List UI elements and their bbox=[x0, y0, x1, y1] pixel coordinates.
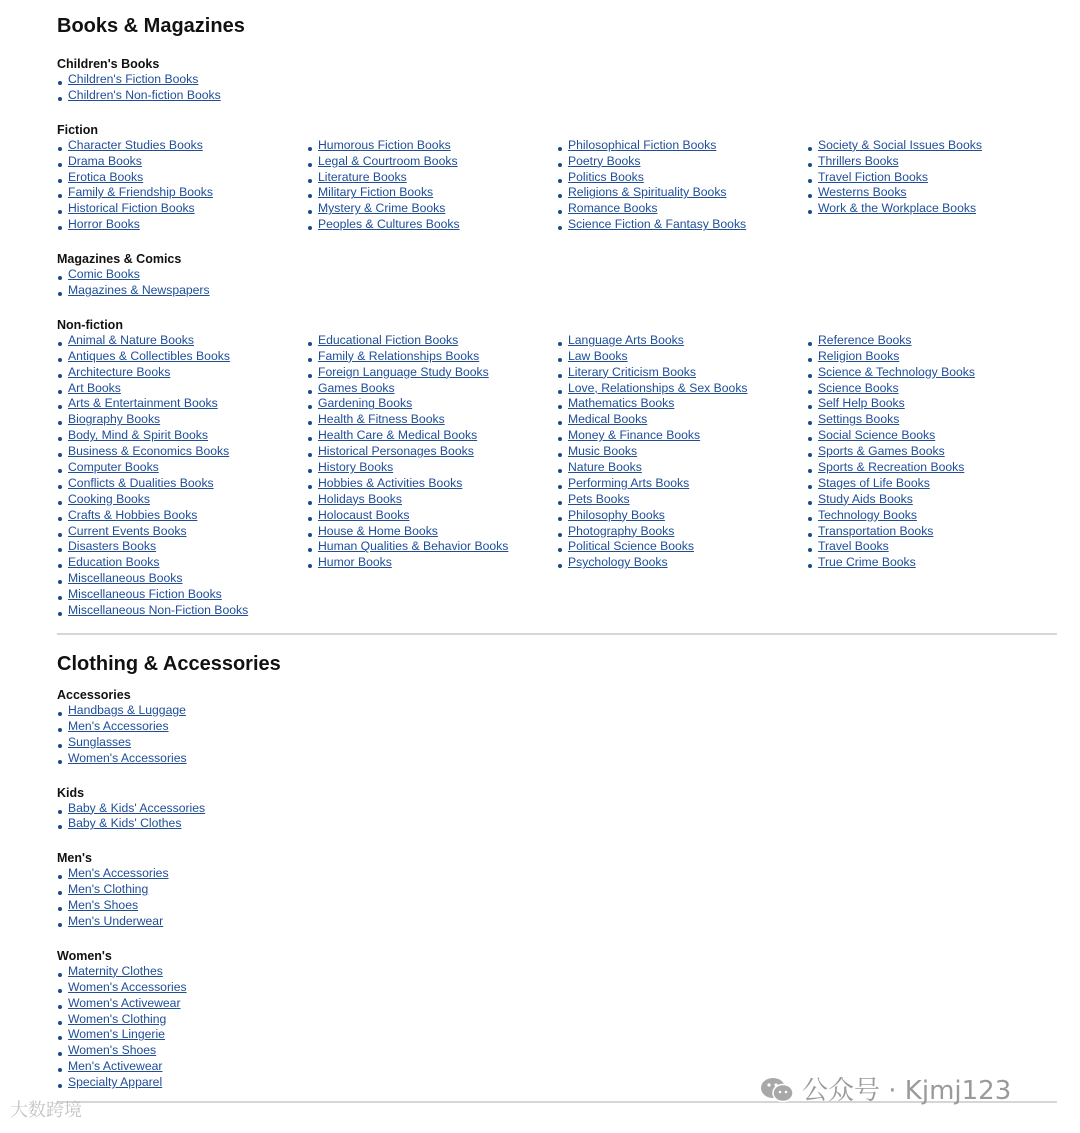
category-link-hobbies-activities-books[interactable]: Hobbies & Activities Books bbox=[318, 475, 463, 490]
list-item bbox=[57, 1012, 307, 1028]
link-column bbox=[57, 964, 307, 1059]
list-item bbox=[57, 866, 307, 882]
link-grid bbox=[57, 866, 1057, 930]
list-item bbox=[57, 571, 1057, 587]
category-directory bbox=[57, 0, 1057, 1103]
list-item bbox=[307, 333, 557, 349]
category-link-education-books[interactable]: Education Books bbox=[68, 555, 160, 570]
category-link-thrillers-books[interactable]: Thrillers Books bbox=[818, 153, 899, 168]
list-item bbox=[57, 138, 307, 154]
list-item bbox=[57, 816, 307, 832]
list-item bbox=[57, 217, 307, 233]
category-link-miscellaneous-books[interactable]: Miscellaneous Books bbox=[68, 571, 183, 586]
list-item bbox=[557, 217, 807, 233]
category-link-performing-arts-books[interactable]: Performing Arts Books bbox=[568, 475, 690, 490]
category-link-social-science-books[interactable]: Social Science Books bbox=[818, 428, 936, 443]
category-link-sports-games-books[interactable]: Sports & Games Books bbox=[818, 444, 945, 459]
list-item bbox=[307, 365, 557, 381]
category-link-true-crime-books[interactable]: True Crime Books bbox=[818, 555, 916, 570]
list-item bbox=[807, 428, 1057, 444]
list-item bbox=[57, 898, 307, 914]
category-accessories bbox=[57, 687, 1057, 767]
category-link-foreign-language-study-books[interactable]: Foreign Language Study Books bbox=[318, 364, 489, 379]
category-link-holocaust-books[interactable]: Holocaust Books bbox=[318, 507, 410, 522]
category-link-body-mind-spirit-books[interactable]: Body, Mind & Spirit Books bbox=[68, 428, 208, 443]
list-item bbox=[307, 349, 557, 365]
list-item bbox=[57, 882, 307, 898]
category-link-business-economics-books[interactable]: Business & Economics Books bbox=[68, 444, 230, 459]
category-link-men-s-underwear[interactable]: Men's Underwear bbox=[68, 913, 164, 928]
category-link-literature-books[interactable]: Literature Books bbox=[318, 169, 407, 184]
section-title-clothing: Clothing & Accessories bbox=[57, 652, 281, 675]
category-link-travel-fiction-books[interactable]: Travel Fiction Books bbox=[818, 169, 928, 184]
link-column bbox=[557, 138, 807, 233]
category-link-men-s-activewear[interactable]: Men's Activewear bbox=[68, 1059, 163, 1074]
category-link-psychology-books[interactable]: Psychology Books bbox=[568, 555, 668, 570]
category-link-house-home-books[interactable]: House & Home Books bbox=[318, 523, 438, 538]
list-item bbox=[57, 154, 307, 170]
category-link-specialty-apparel[interactable]: Specialty Apparel bbox=[68, 1075, 163, 1090]
category-link-historical-personages-books[interactable]: Historical Personages Books bbox=[318, 444, 474, 459]
category-title: Women's bbox=[57, 948, 112, 963]
list-item bbox=[57, 396, 307, 412]
category-link-women-s-shoes[interactable]: Women's Shoes bbox=[68, 1043, 157, 1058]
category-link-miscellaneous-fiction-books[interactable]: Miscellaneous Fiction Books bbox=[68, 587, 222, 602]
list-item bbox=[57, 801, 307, 817]
category-link-horror-books[interactable]: Horror Books bbox=[68, 217, 140, 232]
category-link-computer-books[interactable]: Computer Books bbox=[68, 460, 159, 475]
link-grid bbox=[57, 267, 1057, 299]
list-item bbox=[557, 381, 807, 397]
category-link-health-fitness-books[interactable]: Health & Fitness Books bbox=[318, 412, 445, 427]
category-link-music-books[interactable]: Music Books bbox=[568, 444, 638, 459]
category-link-women-s-accessories[interactable]: Women's Accessories bbox=[68, 979, 187, 994]
list-item bbox=[57, 267, 307, 283]
category-title: Kids bbox=[57, 785, 85, 800]
category-link-women-s-lingerie[interactable]: Women's Lingerie bbox=[68, 1027, 165, 1042]
category-link-religions-spirituality-books[interactable]: Religions & Spirituality Books bbox=[568, 185, 727, 200]
category-mens bbox=[57, 850, 1057, 930]
list-item bbox=[557, 185, 807, 201]
category-link-men-s-accessories[interactable]: Men's Accessories bbox=[68, 866, 169, 881]
list-item bbox=[57, 349, 307, 365]
list-item bbox=[307, 396, 557, 412]
category-link-humorous-fiction-books[interactable]: Humorous Fiction Books bbox=[318, 137, 451, 152]
category-link-current-events-books[interactable]: Current Events Books bbox=[68, 523, 187, 538]
category-link-study-aids-books[interactable]: Study Aids Books bbox=[818, 491, 913, 506]
watermark-text: 公众号 · Kjmj123 bbox=[802, 1076, 1012, 1106]
category-link-women-s-accessories[interactable]: Women's Accessories bbox=[68, 750, 187, 765]
category-link-men-s-shoes[interactable]: Men's Shoes bbox=[68, 898, 139, 913]
list-item bbox=[57, 201, 307, 217]
list-item bbox=[807, 381, 1057, 397]
list-item bbox=[57, 428, 307, 444]
list-item bbox=[307, 555, 557, 571]
list-item bbox=[557, 412, 807, 428]
category-link-human-qualities-behavior-books[interactable]: Human Qualities & Behavior Books bbox=[318, 539, 509, 554]
category-link-language-arts-books[interactable]: Language Arts Books bbox=[568, 332, 684, 347]
link-grid bbox=[57, 138, 1057, 233]
list-item bbox=[307, 138, 557, 154]
list-item bbox=[807, 476, 1057, 492]
list-item bbox=[307, 217, 557, 233]
list-item bbox=[57, 964, 307, 980]
category-magazines-comics bbox=[57, 251, 1057, 299]
category-link-family-friendship-books[interactable]: Family & Friendship Books bbox=[68, 185, 213, 200]
list-item bbox=[57, 185, 307, 201]
list-item bbox=[57, 88, 307, 104]
list-item bbox=[807, 539, 1057, 555]
link-column bbox=[57, 703, 307, 767]
category-link-health-care-medical-books[interactable]: Health Care & Medical Books bbox=[318, 428, 478, 443]
category-link-antiques-collectibles-books[interactable]: Antiques & Collectibles Books bbox=[68, 348, 230, 363]
category-link-holidays-books[interactable]: Holidays Books bbox=[318, 491, 402, 506]
list-item bbox=[307, 539, 557, 555]
list-item bbox=[57, 381, 307, 397]
list-item bbox=[57, 444, 307, 460]
list-item bbox=[557, 170, 807, 186]
list-item bbox=[57, 460, 307, 476]
category-link-westerns-books[interactable]: Westerns Books bbox=[818, 185, 907, 200]
category-link-cooking-books[interactable]: Cooking Books bbox=[68, 491, 150, 506]
list-item bbox=[557, 524, 807, 540]
list-item bbox=[307, 201, 557, 217]
list-item bbox=[307, 460, 557, 476]
list-item bbox=[57, 587, 1057, 603]
link-column bbox=[807, 138, 1057, 233]
category-title: Magazines & Comics bbox=[57, 252, 182, 267]
link-column bbox=[807, 333, 1057, 571]
category-link-religion-books[interactable]: Religion Books bbox=[818, 348, 900, 363]
category-link-men-s-accessories[interactable]: Men's Accessories bbox=[68, 718, 169, 733]
link-column bbox=[57, 801, 307, 833]
category-link-military-fiction-books[interactable]: Military Fiction Books bbox=[318, 185, 434, 200]
category-link-sunglasses[interactable]: Sunglasses bbox=[68, 734, 132, 749]
category-link-crafts-hobbies-books[interactable]: Crafts & Hobbies Books bbox=[68, 507, 198, 522]
category-link-peoples-cultures-books[interactable]: Peoples & Cultures Books bbox=[318, 217, 460, 232]
link-column bbox=[57, 866, 307, 930]
list-item bbox=[807, 555, 1057, 571]
link-column bbox=[57, 138, 307, 233]
category-link-men-s-clothing[interactable]: Men's Clothing bbox=[68, 882, 149, 897]
list-item bbox=[57, 1027, 307, 1043]
category-title: Non-fiction bbox=[57, 317, 123, 332]
category-link-animal-nature-books[interactable]: Animal & Nature Books bbox=[68, 332, 194, 347]
category-link-family-relationships-books[interactable]: Family & Relationships Books bbox=[318, 348, 480, 363]
category-kids bbox=[57, 785, 1057, 833]
category-link-science-technology-books[interactable]: Science & Technology Books bbox=[818, 364, 975, 379]
category-link-romance-books[interactable]: Romance Books bbox=[568, 201, 658, 216]
category-link-money-finance-books[interactable]: Money & Finance Books bbox=[568, 428, 701, 443]
list-item bbox=[557, 396, 807, 412]
list-item bbox=[807, 185, 1057, 201]
category-link-poetry-books[interactable]: Poetry Books bbox=[568, 153, 641, 168]
list-item bbox=[57, 170, 307, 186]
list-item bbox=[307, 170, 557, 186]
category-link-women-s-activewear[interactable]: Women's Activewear bbox=[68, 995, 181, 1010]
list-item bbox=[57, 603, 1057, 619]
category-link-games-books[interactable]: Games Books bbox=[318, 380, 395, 395]
category-link-gardening-books[interactable]: Gardening Books bbox=[318, 396, 413, 411]
category-link-architecture-books[interactable]: Architecture Books bbox=[68, 364, 171, 379]
list-item bbox=[57, 476, 307, 492]
list-item bbox=[307, 428, 557, 444]
list-item bbox=[307, 508, 557, 524]
category-link-science-fiction-fantasy-books[interactable]: Science Fiction & Fantasy Books bbox=[568, 217, 747, 232]
link-column bbox=[557, 333, 807, 571]
list-item bbox=[557, 555, 807, 571]
category-title: Men's bbox=[57, 851, 92, 866]
category-link-magazines-newspapers[interactable]: Magazines & Newspapers bbox=[68, 283, 210, 298]
list-item bbox=[57, 412, 307, 428]
list-item bbox=[307, 444, 557, 460]
category-link-medical-books[interactable]: Medical Books bbox=[568, 412, 648, 427]
list-item bbox=[57, 1043, 307, 1059]
list-item bbox=[57, 492, 307, 508]
category-link-philosophy-books[interactable]: Philosophy Books bbox=[568, 507, 665, 522]
list-item bbox=[807, 524, 1057, 540]
list-item bbox=[807, 349, 1057, 365]
category-link-humor-books[interactable]: Humor Books bbox=[318, 555, 392, 570]
category-link-travel-books[interactable]: Travel Books bbox=[818, 539, 889, 554]
category-link-stages-of-life-books[interactable]: Stages of Life Books bbox=[818, 475, 930, 490]
category-fiction bbox=[57, 122, 1057, 233]
category-non-fiction bbox=[57, 317, 1057, 619]
list-item bbox=[307, 412, 557, 428]
link-grid bbox=[57, 703, 1057, 767]
list-item bbox=[557, 349, 807, 365]
category-link-political-science-books[interactable]: Political Science Books bbox=[568, 539, 694, 554]
list-item bbox=[557, 476, 807, 492]
link-column bbox=[57, 267, 307, 299]
category-link-philosophical-fiction-books[interactable]: Philosophical Fiction Books bbox=[568, 137, 717, 152]
list-item bbox=[557, 365, 807, 381]
category-title: Accessories bbox=[57, 687, 131, 702]
category-link-drama-books[interactable]: Drama Books bbox=[68, 153, 142, 168]
list-item bbox=[307, 524, 557, 540]
category-title: Children's Books bbox=[57, 57, 160, 71]
category-link-mystery-crime-books[interactable]: Mystery & Crime Books bbox=[318, 201, 446, 216]
category-link-literary-criticism-books[interactable]: Literary Criticism Books bbox=[568, 364, 696, 379]
list-item bbox=[557, 539, 807, 555]
category-link-women-s-clothing[interactable]: Women's Clothing bbox=[68, 1011, 167, 1026]
list-item bbox=[557, 492, 807, 508]
list-item bbox=[807, 412, 1057, 428]
category-link-art-books[interactable]: Art Books bbox=[68, 380, 121, 395]
section-divider bbox=[57, 633, 1057, 635]
wechat-icon bbox=[760, 1076, 794, 1102]
watermark bbox=[760, 1070, 1011, 1107]
list-item bbox=[57, 365, 307, 381]
category-link-work-the-workplace-books[interactable]: Work & the Workplace Books bbox=[818, 201, 977, 216]
list-item bbox=[807, 154, 1057, 170]
category-link-conflicts-dualities-books[interactable]: Conflicts & Dualities Books bbox=[68, 475, 214, 490]
category-link-children-s-fiction-books[interactable]: Children's Fiction Books bbox=[68, 72, 199, 86]
category-link-science-books[interactable]: Science Books bbox=[818, 380, 899, 395]
category-link-legal-courtroom-books[interactable]: Legal & Courtroom Books bbox=[318, 153, 458, 168]
list-item bbox=[57, 703, 307, 719]
category-link-technology-books[interactable]: Technology Books bbox=[818, 507, 917, 522]
category-link-history-books[interactable]: History Books bbox=[318, 460, 394, 475]
category-link-society-social-issues-books[interactable]: Society & Social Issues Books bbox=[818, 137, 982, 152]
list-item bbox=[307, 476, 557, 492]
list-item bbox=[557, 138, 807, 154]
list-item bbox=[807, 460, 1057, 476]
list-item bbox=[57, 555, 307, 571]
list-item bbox=[557, 508, 807, 524]
link-column bbox=[307, 138, 557, 233]
list-item bbox=[807, 508, 1057, 524]
category-link-law-books[interactable]: Law Books bbox=[568, 348, 628, 363]
list-item bbox=[57, 735, 307, 751]
link-grid bbox=[57, 964, 1057, 1059]
list-item bbox=[557, 154, 807, 170]
list-item bbox=[57, 524, 307, 540]
list-item bbox=[307, 154, 557, 170]
list-item bbox=[557, 201, 807, 217]
list-item bbox=[807, 170, 1057, 186]
list-item bbox=[57, 333, 307, 349]
category-link-nature-books[interactable]: Nature Books bbox=[568, 460, 642, 475]
list-item bbox=[307, 492, 557, 508]
list-item bbox=[57, 539, 307, 555]
list-item bbox=[807, 444, 1057, 460]
list-item bbox=[807, 333, 1057, 349]
list-item bbox=[307, 185, 557, 201]
category-link-settings-books[interactable]: Settings Books bbox=[818, 412, 900, 427]
list-item bbox=[57, 283, 307, 299]
category-link-miscellaneous-non-fiction-books[interactable]: Miscellaneous Non-Fiction Books bbox=[68, 603, 249, 618]
category-link-pets-books[interactable]: Pets Books bbox=[568, 491, 630, 506]
category-link-children-s-non-fiction-books[interactable]: Children's Non-fiction Books bbox=[68, 87, 221, 102]
list-item bbox=[57, 751, 307, 767]
list-item bbox=[557, 460, 807, 476]
category-link-baby-kids-accessories[interactable]: Baby & Kids' Accessories bbox=[68, 800, 206, 815]
category-link-comic-books[interactable]: Comic Books bbox=[68, 267, 140, 282]
link-column bbox=[57, 333, 307, 571]
list-item bbox=[807, 365, 1057, 381]
list-item bbox=[57, 508, 307, 524]
category-link-love-relationships-sex-books[interactable]: Love, Relationships & Sex Books bbox=[568, 380, 748, 395]
category-link-educational-fiction-books[interactable]: Educational Fiction Books bbox=[318, 332, 459, 347]
list-item bbox=[807, 492, 1057, 508]
link-column bbox=[307, 333, 557, 571]
category-link-maternity-clothes[interactable]: Maternity Clothes bbox=[68, 963, 163, 978]
category-childrens-books bbox=[57, 56, 1057, 104]
list-item bbox=[307, 381, 557, 397]
category-link-politics-books[interactable]: Politics Books bbox=[568, 169, 644, 184]
category-link-erotica-books[interactable]: Erotica Books bbox=[68, 169, 144, 184]
link-grid bbox=[57, 801, 1057, 833]
section-title-books: Books & Magazines bbox=[57, 15, 245, 37]
list-item bbox=[557, 333, 807, 349]
list-item bbox=[57, 914, 307, 930]
list-item bbox=[807, 396, 1057, 412]
list-item bbox=[807, 138, 1057, 154]
category-link-disasters-books[interactable]: Disasters Books bbox=[68, 539, 157, 554]
watermark-secondary: 大数跨境 bbox=[10, 1100, 82, 1121]
link-column bbox=[57, 72, 307, 104]
link-list-extra bbox=[57, 571, 1057, 619]
link-grid bbox=[57, 333, 1057, 571]
list-item bbox=[557, 444, 807, 460]
list-item bbox=[57, 980, 307, 996]
category-link-mathematics-books[interactable]: Mathematics Books bbox=[568, 396, 675, 411]
list-item bbox=[57, 996, 307, 1012]
category-link-reference-books[interactable]: Reference Books bbox=[818, 332, 912, 347]
list-item bbox=[57, 719, 307, 735]
category-link-photography-books[interactable]: Photography Books bbox=[568, 523, 675, 538]
category-link-biography-books[interactable]: Biography Books bbox=[68, 412, 161, 427]
category-link-self-help-books[interactable]: Self Help Books bbox=[818, 396, 905, 411]
category-title: Fiction bbox=[57, 122, 98, 137]
list-item bbox=[57, 72, 307, 88]
category-link-character-studies-books[interactable]: Character Studies Books bbox=[68, 137, 203, 152]
category-link-handbags-luggage[interactable]: Handbags & Luggage bbox=[68, 702, 186, 717]
category-link-transportation-books[interactable]: Transportation Books bbox=[818, 523, 934, 538]
list-item bbox=[557, 428, 807, 444]
category-link-arts-entertainment-books[interactable]: Arts & Entertainment Books bbox=[68, 396, 218, 411]
category-link-baby-kids-clothes[interactable]: Baby & Kids' Clothes bbox=[68, 816, 182, 831]
list-item bbox=[807, 201, 1057, 217]
category-link-historical-fiction-books[interactable]: Historical Fiction Books bbox=[68, 201, 195, 216]
link-grid bbox=[57, 72, 1057, 104]
category-link-sports-recreation-books[interactable]: Sports & Recreation Books bbox=[818, 460, 965, 475]
